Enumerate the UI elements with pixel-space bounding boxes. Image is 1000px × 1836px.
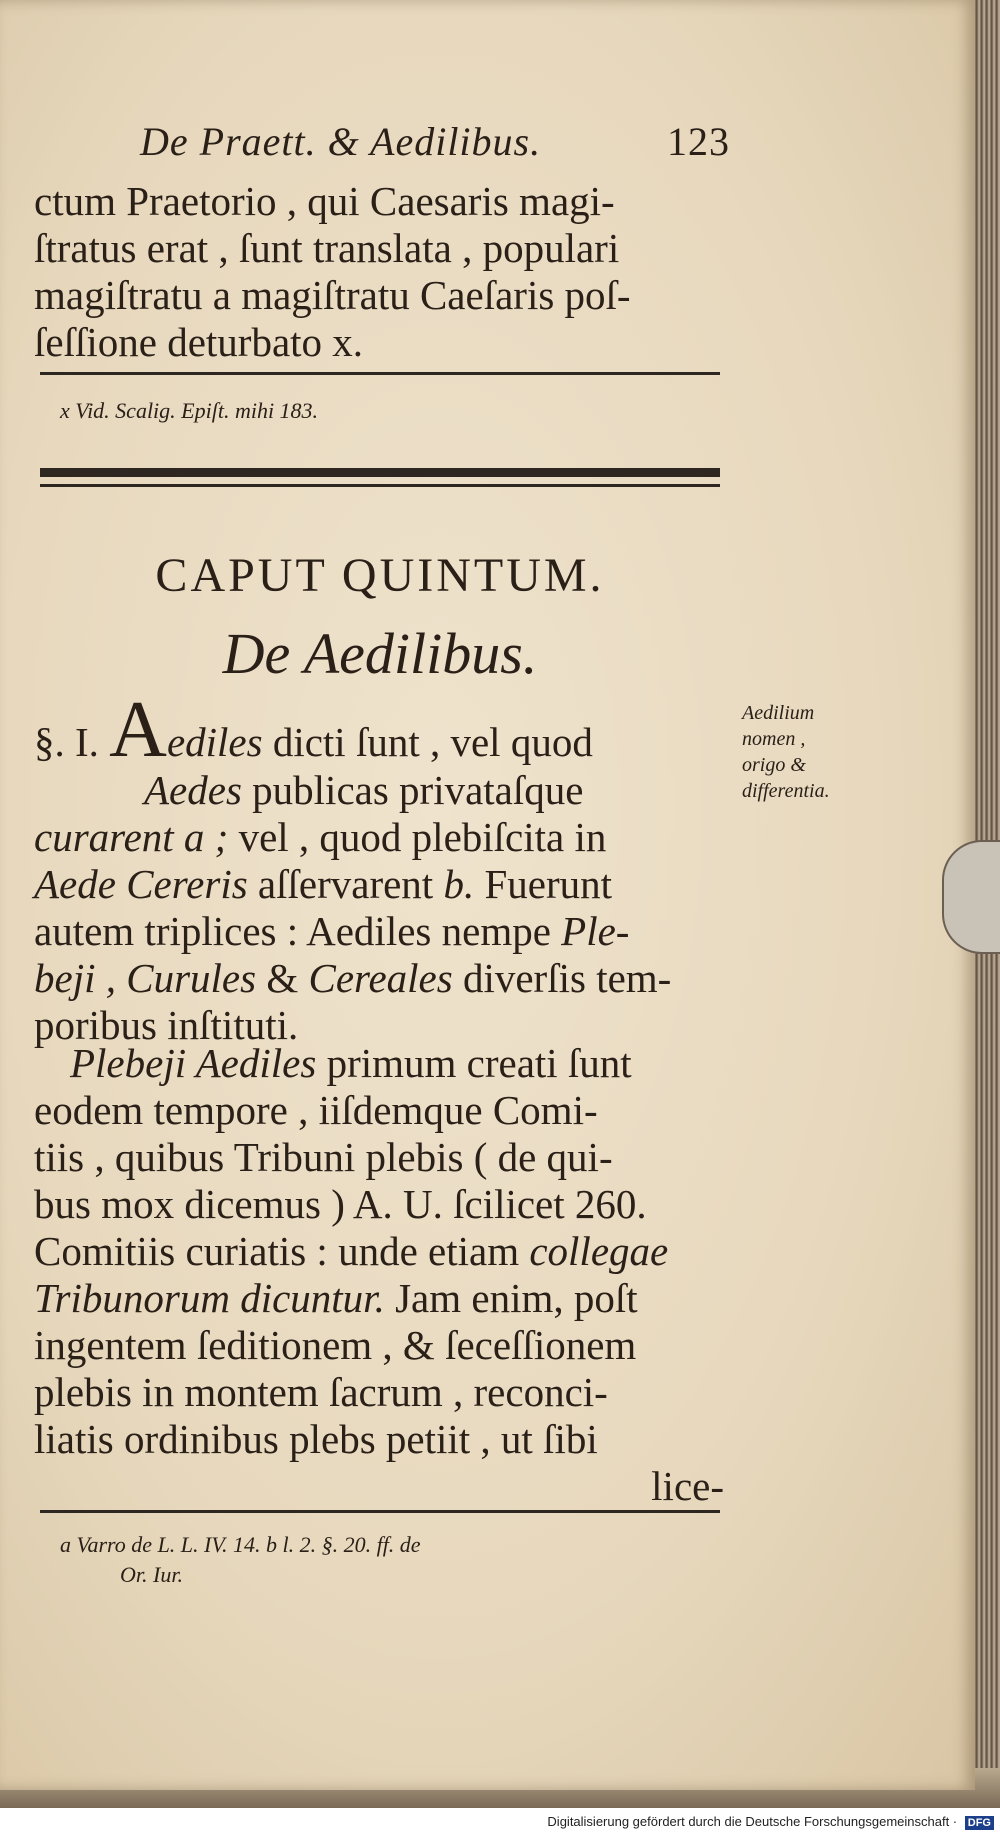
text-run: poribus inſtituti. [34, 1002, 299, 1048]
scan-credit-text: Digitalisierung gefördert durch die Deutsche Forschungsgemeinschaft · [547, 1814, 958, 1829]
text-line [34, 814, 724, 861]
footnote-x: x Vid. Scalig. Epiſt. mihi 183. [60, 398, 319, 423]
text-run: plebis in montem ſacrum , reconci- [34, 1369, 608, 1415]
italic-run: Cereales [308, 955, 453, 1001]
text-line [34, 908, 724, 955]
text-run: diverſis tem- [452, 955, 672, 1001]
margin-note [742, 700, 872, 804]
scan-credit [547, 1814, 994, 1830]
italic-run: Plebeji Aediles [70, 1040, 317, 1086]
margin-note-line: Aedilium [742, 702, 815, 724]
text-run: eodem tempore , iiſdemque Comi- [34, 1087, 598, 1133]
text-run: & [256, 955, 309, 1001]
italic-run: Tribunorum dicuntur. [34, 1275, 385, 1321]
italic-run: b. [443, 861, 475, 907]
chapter-thin-rule [40, 484, 720, 487]
margin-note-line: origo & [742, 754, 806, 776]
italic-run: Ple- [561, 908, 630, 954]
text-run: Comitiis curiatis : unde etiam [34, 1228, 530, 1274]
section-mark: §. I. [34, 719, 110, 765]
text-line [34, 1275, 724, 1322]
italic-run: collegae [529, 1228, 669, 1274]
text-run: dicti ſunt , vel quod [262, 719, 593, 765]
text-line [34, 1087, 724, 1134]
chapter-title: De Aedilibus. [222, 621, 538, 686]
text-run: publicas privataſque [241, 767, 584, 813]
footnote-ab-line1: a Varro de L. L. IV. 14. b l. 2. §. 20. ff. de [60, 1532, 421, 1557]
italic-run: beji , Curules [34, 955, 257, 1001]
text-run: aſſervarent [247, 861, 444, 907]
text-line [34, 1228, 724, 1275]
text-line [34, 767, 724, 814]
running-header [140, 118, 730, 168]
text-line: ctum Praetorio , qui Caesaris magi- [34, 178, 615, 224]
text-run: primum creati ſunt [316, 1040, 632, 1086]
chapter-thick-rule [40, 468, 720, 477]
italic-run: Aede Cereris [34, 861, 248, 907]
text-line [34, 861, 724, 908]
text-line [34, 1369, 724, 1416]
text-run: Fuerunt [474, 861, 612, 907]
footnote-rule [40, 372, 720, 375]
italic-run: Aedes [144, 767, 242, 813]
footnote-ab [60, 1530, 730, 1590]
text-line [34, 1416, 724, 1463]
text-run: autem triplices : Aediles nempe [34, 908, 562, 954]
text-line: magiſtratu a magiſtratu Caeſaris poſ- [34, 272, 631, 318]
dfg-logo-icon: DFG [965, 1816, 994, 1830]
text-line [34, 1134, 724, 1181]
drop-cap: A [109, 686, 167, 774]
italic-run: ediles [166, 719, 263, 765]
text-run: liatis ordinibus plebs petiit , ut ſibi [34, 1416, 598, 1462]
paragraph-two-text [34, 1040, 724, 1510]
text-line [34, 1040, 724, 1087]
text-run: ingentem ſeditionem , & ſeceſſionem [34, 1322, 637, 1368]
margin-note-line: differentia. [742, 780, 830, 802]
section-one-text [34, 686, 724, 1049]
text-line: ſeſſione deturbato x. [34, 319, 364, 365]
text-line: ſtratus erat , ſunt translata , populari [34, 225, 620, 271]
text-run: tiis , quibus Tribuni plebis ( de qui- [34, 1134, 613, 1180]
running-title: De Praett. & Aedilibus. [140, 119, 542, 164]
text-run: vel , quod plebiſcita in [228, 814, 607, 860]
italic-run: curarent a ; [34, 814, 229, 860]
text-run: bus mox dicemus ) A. U. ſcilicet 260. [34, 1181, 647, 1227]
text-run: Jam enim, poſt [384, 1275, 638, 1321]
text-line [34, 955, 724, 1002]
continuation-text [34, 178, 724, 366]
footnote-ab-line2: Or. Iur. [120, 1562, 183, 1587]
page-number: 123 [667, 119, 730, 164]
bookmark-tab [942, 840, 1000, 954]
text-line [34, 686, 724, 774]
catchword: lice- [651, 1463, 724, 1509]
text-line [34, 1181, 724, 1228]
bottom-footnote-rule [40, 1510, 720, 1513]
text-line [34, 1322, 724, 1369]
chapter-heading: CAPUT QUINTUM. [155, 549, 605, 602]
margin-note-line: nomen , [742, 728, 806, 750]
